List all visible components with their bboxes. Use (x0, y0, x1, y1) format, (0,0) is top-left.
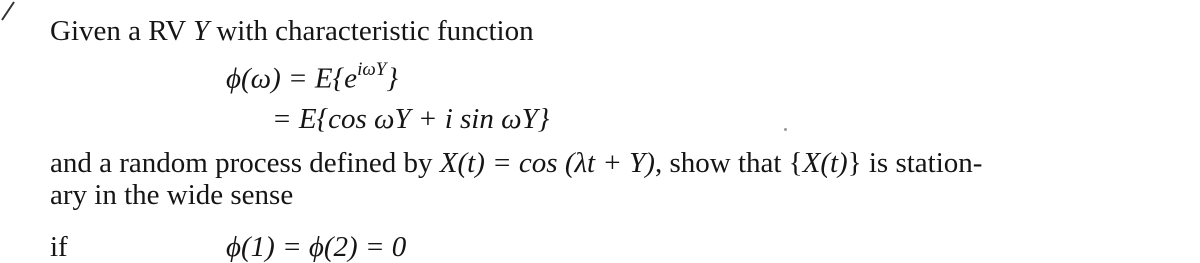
equation-1-exponent: iωY (357, 59, 387, 80)
random-process-line (50, 149, 982, 178)
characteristic-function-expansion (272, 105, 549, 134)
corner-pen-mark (0, 0, 18, 22)
intro-tail-text: with characteristic function (209, 15, 534, 47)
characteristic-function-equation (226, 59, 398, 95)
intro-variable: Y (192, 15, 210, 47)
wide-sense-line (50, 181, 293, 210)
process-definition: X(t) = cos (λt + Y) (439, 147, 655, 179)
intro-text: Given a RV (50, 15, 193, 47)
if-word: if (50, 231, 68, 263)
paragraph-part-f: ary in the wide sense (50, 179, 294, 211)
condition-text: ϕ(1) = ϕ(2) = 0 (226, 231, 407, 263)
equation-2: = E{cos ωY + i sin ωY} (272, 103, 550, 135)
paragraph-part-c: , show that { (654, 147, 803, 179)
equation-1-lhs: ϕ(ω) = E{e (226, 62, 358, 95)
process-name: X(t) (802, 147, 848, 179)
equation-1-close: } (386, 62, 398, 95)
paragraph-part-e: } is station- (847, 147, 983, 179)
problem-intro-line (50, 17, 534, 46)
paragraph-part-a: and a random process defined by (50, 147, 440, 179)
stray-mark (784, 128, 787, 131)
